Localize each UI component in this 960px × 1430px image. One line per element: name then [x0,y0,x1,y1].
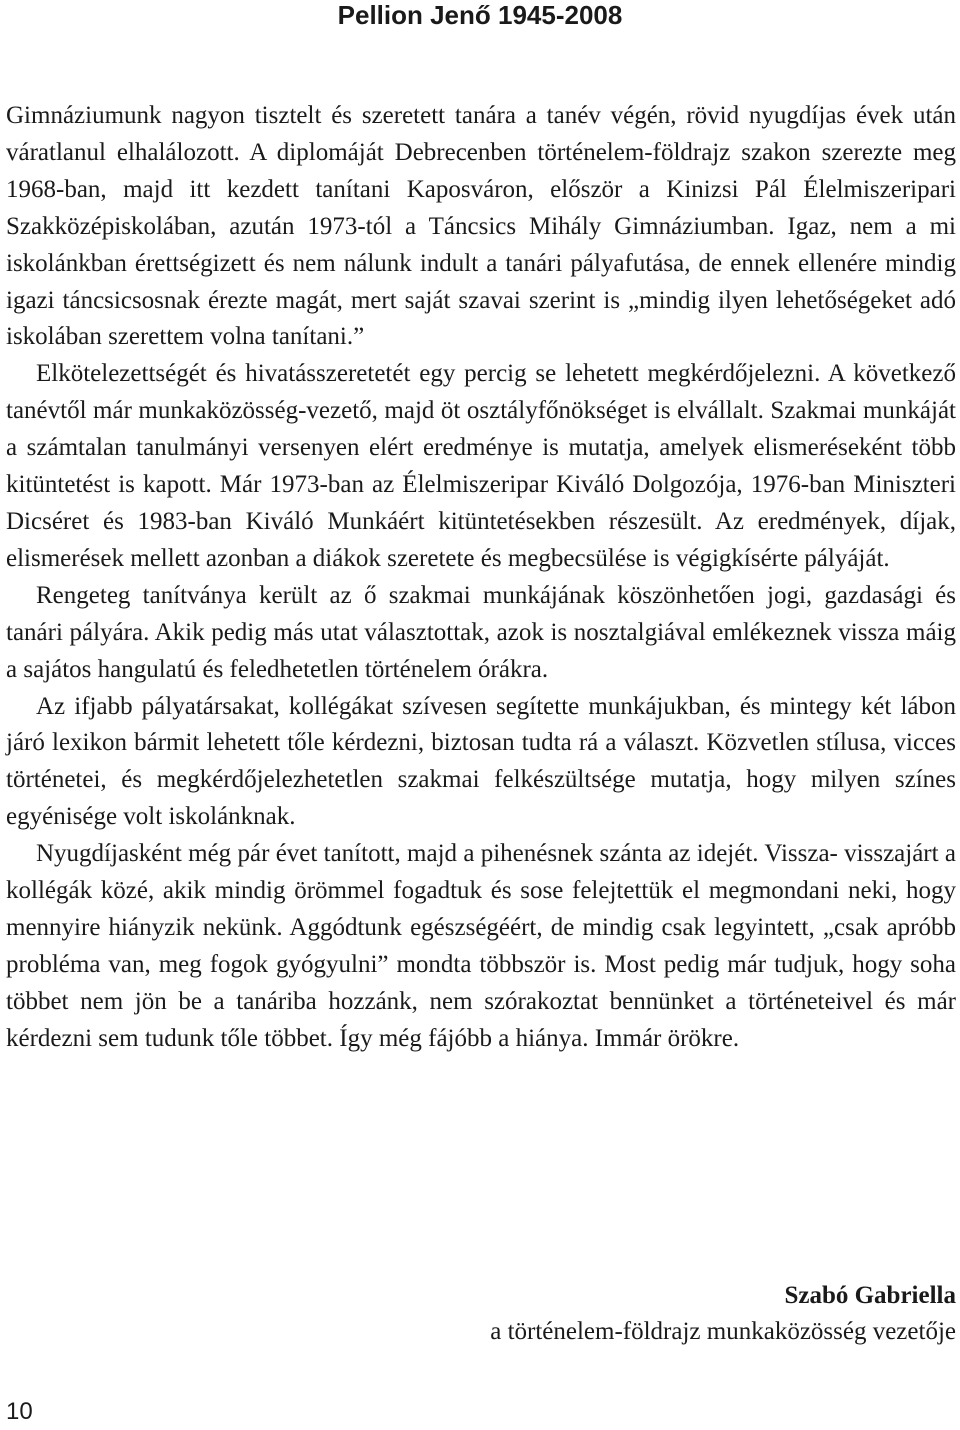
signature-block [490,1278,956,1350]
page-title: Pellion Jenő 1945-2008 [337,0,623,30]
paragraph-4: Az ifjabb pályatársakat, kollégákat szívesen segítette munkájukban, és mintegy két lábon járó lexikon bármit lehetett tőle kérdezni, biztosan tudta rá a választ. Közvetlen stílusa, vicces történetei, és megkérdőjelezhetetlen szakmai felkészültsége mutatja, hogy milyen színes egyénisége volt iskolánknak. [6,692,956,831]
signature-name: Szabó Gabriella [784,1282,956,1309]
article-body [6,98,956,1058]
page-number: 10 [6,1398,33,1425]
paragraph-2: Elkötelezettségét és hivatásszeretetét egy percig se lehetett megkérdőjelezni. A következő tanévtől már munkaközösség-vezető, majd öt osztályfőnökséget is elvállalt. Szakmai munkáját a számtalan tanulmányi versenyen elért eredménye is mutatja, amelyek elismeréseként több kitüntetést is kapott. Már 1973-ban az Élelmiszeripar Kiváló Dolgozója, 1976-ban Miniszteri Dicséret és 1983-ban Kiváló Munkáért kitüntetésekben részesült. Az eredmények, díjak, elismerések mellett azonban a diákok szeretete és megbecsülése is végigkísérte pályáját. [6,360,956,572]
paragraph-5: Nyugdíjasként még pár évet tanított, majd a pihenésnek szánta az idejét. Vissza- visszajárt a kollégák közé, akik mindig örömmel fogadtuk és sose felejtettük el megmondani neki, hogy mennyire hiányzik nekünk. Aggódtunk egészségéért, de mindig csak legyintett, „csak apróbb probléma van, meg fogok gyógyulni” mondta többször is. Most pedig már tudjuk, hogy soha többet nem jön be a tanáriba hozzánk, nem szórakoztat bennünket a történeteivel és már kérdezni sem tudunk tőle többet. Így még fájóbb a hiánya. Immár örökre. [6,840,956,1052]
signature-role: a történelem-földrajz munkaközösség vezetője [490,1318,956,1345]
paragraph-1: Gimnáziumunk nagyon tisztelt és szeretett tanára a tanév végén, rövid nyugdíjas évek után váratlanul elhalálozott. A diplomáját Debrecenben történelem-földrajz szakon szerezte meg 1968-ban, majd itt kezdett tanítani Kaposváron, először a Kinizsi Pál Élelmiszeripari Szakközépiskolában, azután 1973-tól a Táncsics Mihály Gimnáziumban. Igaz, nem a mi iskolánkban érettségizett és nem nálunk indult a tanári pályafutása, de ennek ellenére mindig igazi táncsicsosnak érezte magát, mert saját szavai szerint is „mindig ilyen lehetőségeket adó iskolában szerettem volna tanítani.” [6,102,956,351]
paragraph-3: Rengeteg tanítványa került az ő szakmai munkájának köszönhetően jogi, gazdasági és tanári pályára. Akik pedig más utat választottak, azok is nosztalgiával emlékeznek vissza máig a sajátos hangulatú és feledhetetlen történelem órákra. [6,581,956,683]
